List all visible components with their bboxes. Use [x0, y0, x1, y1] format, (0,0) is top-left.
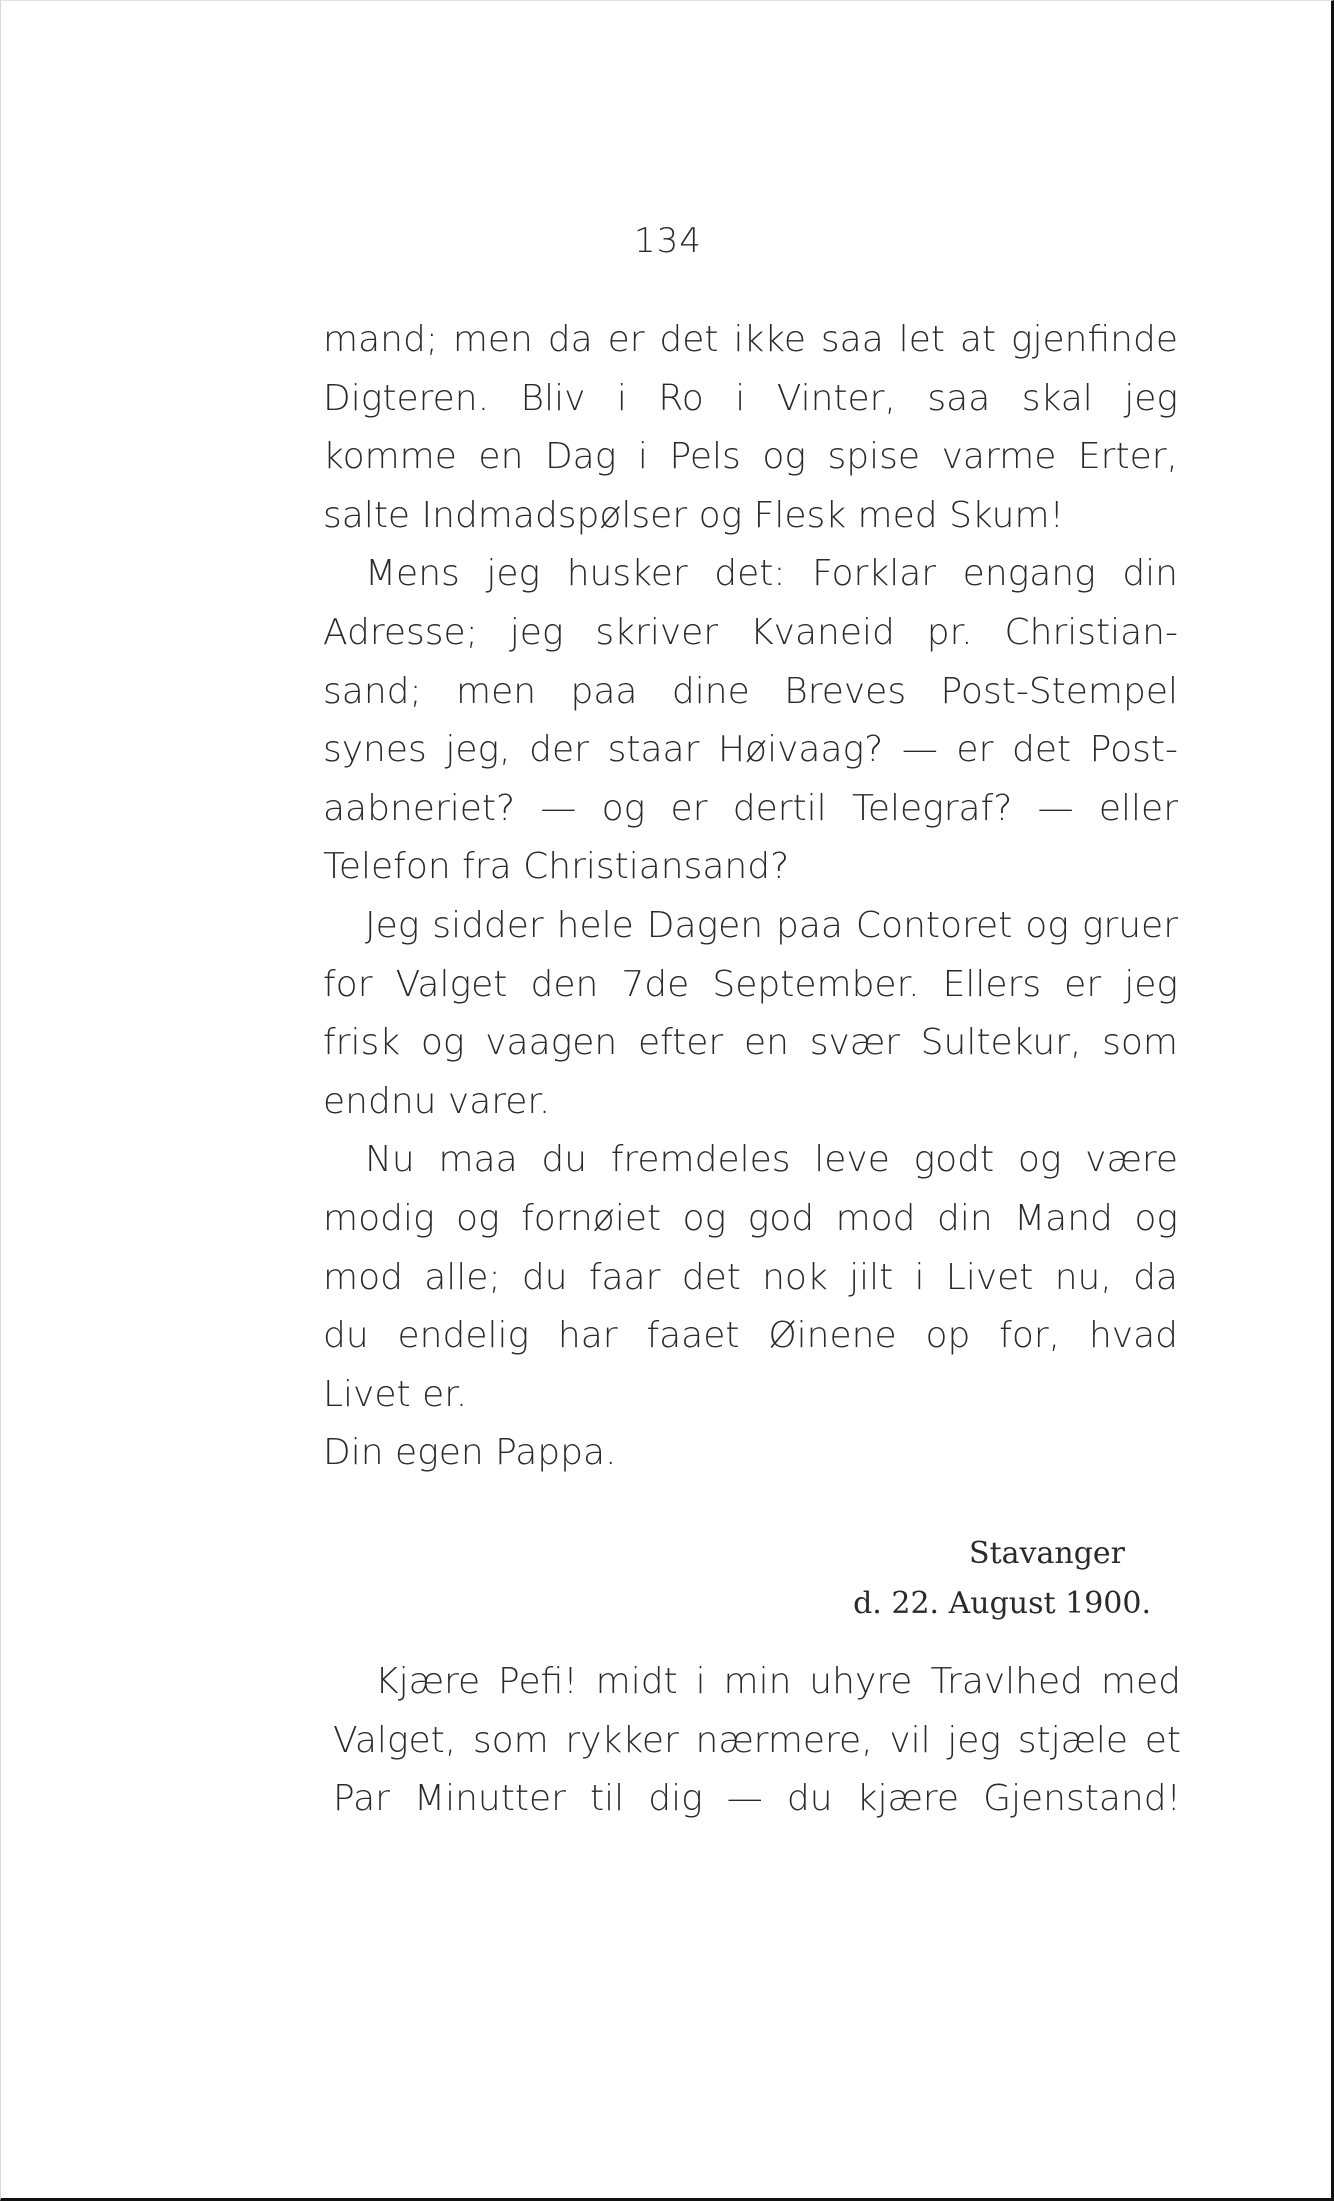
text-line: Nu maa du fremdeles leve godt og være: [365, 1139, 1178, 1181]
letter-date: d. 22. August 1900.: [853, 1586, 1151, 1621]
text-line: Par Minutter til dig — du kjære Gjenstand!: [333, 1778, 1181, 1820]
text-line: du endelig har faaet Øinene op for, hvad: [323, 1315, 1178, 1357]
paragraph-4: [323, 1131, 1178, 1424]
signature: Din egen Pappa.: [323, 1432, 617, 1474]
paragraph-3: [323, 897, 1178, 1131]
text-line: mod alle; du faar det nok jilt i Livet nu, da: [323, 1256, 1178, 1298]
text-line: aabneriet? — og er dertil Telegraf? — eller: [323, 787, 1178, 829]
text-line: salte Indmadspølser og Flesk med Skum!: [323, 494, 1064, 536]
text-line: mand; men da er det ikke saa let at gjenfinde: [323, 319, 1178, 360]
letter-one: [323, 311, 1178, 1483]
text-line: Jeg sidder hele Dagen paa Contoret og gruer: [365, 904, 1178, 946]
page-number: 134: [634, 221, 702, 261]
text-line: endnu varer.: [323, 1080, 551, 1122]
text-line: frisk og vaagen efter en svær Sultekur, som: [323, 1022, 1178, 1064]
text-line: for Valget den 7de September. Ellers er jeg: [323, 963, 1178, 1005]
paragraph-1: [323, 311, 1178, 545]
paragraph-2: [323, 545, 1178, 897]
text-line: modig og fornøiet og god mod din Mand og: [323, 1197, 1178, 1239]
place-date-header: [853, 1529, 1151, 1629]
text-line: synes jeg, der staar Høivaag? — er det Post-: [323, 729, 1178, 771]
text-line: Digteren. Bliv i Ro i Vinter, saa skal jeg: [323, 377, 1178, 419]
text-line: Mens jeg husker det: Forklar engang din: [365, 553, 1178, 595]
letter-place: Stavanger: [969, 1536, 1125, 1571]
text-line: Adresse; jeg skriver Kvaneid pr. Christian-: [323, 611, 1178, 653]
paragraph-5: [333, 1653, 1181, 1829]
text-line: komme en Dag i Pels og spise varme Erter,: [323, 436, 1178, 478]
text-line: Valget, som rykker nærmere, vil jeg stjæle et: [333, 1719, 1181, 1761]
text-line: Livet er.: [323, 1373, 468, 1415]
text-line: Kjære Pefi! midt i min uhyre Travlhed med: [375, 1661, 1181, 1702]
text-line: sand; men paa dine Breves Post-Stempel: [323, 670, 1178, 712]
letter-two: [333, 1653, 1181, 1829]
text-line: Telefon fra Christiansand?: [323, 846, 790, 888]
